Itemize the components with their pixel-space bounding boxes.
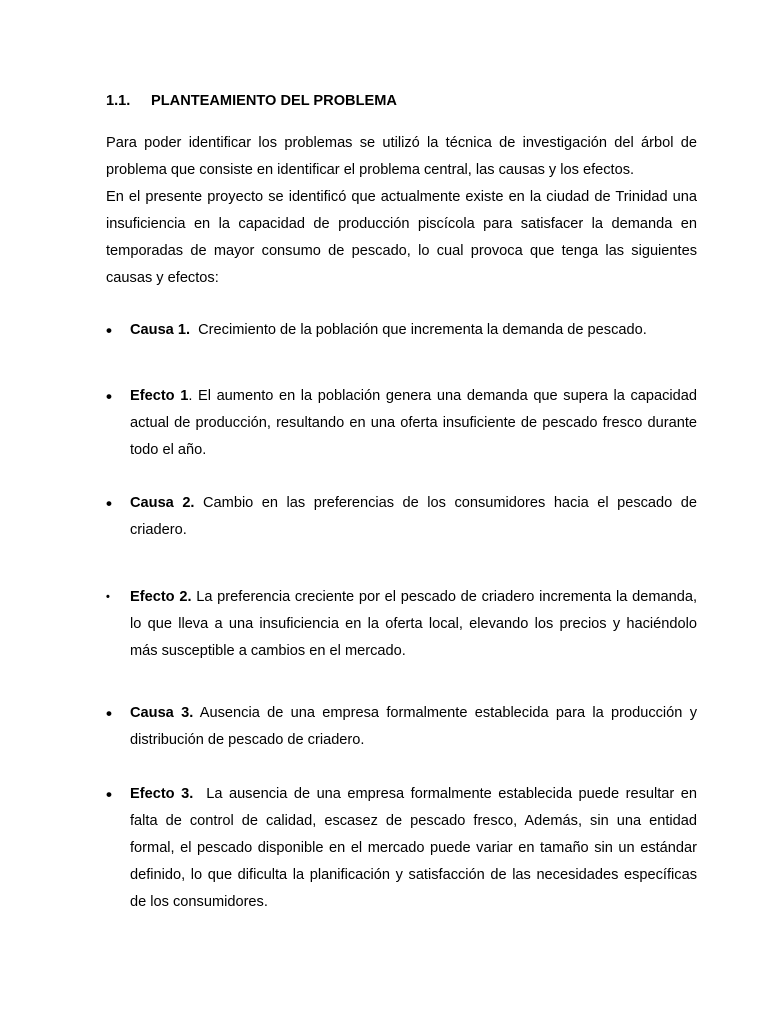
item-label: Causa 2. [130,495,195,511]
list-item-text [130,781,702,916]
item-body: La preferencia creciente por el pescado de criadero incrementa la demanda, lo que lleva a una insuficiencia en la oferta local, elevando los precios y haciéndolo más susceptible a cambios en el mercado. [130,589,697,659]
section-number: 1.1. [106,93,131,109]
list-item-efecto-3 [106,781,702,916]
list-item-text [130,490,697,544]
bullet-icon: • [106,494,112,513]
list-item-efecto-2 [106,584,697,665]
bullet-icon: • [106,321,112,340]
item-label: Causa 1. [130,322,191,338]
list-item-causa-1 [106,317,697,344]
item-body: . El aumento en la población genera una demanda que supera la capacidad actual de producción, resultando en una oferta insuficiente de pescado fresco durante todo el año. [130,388,697,458]
list-item-text [130,317,697,344]
item-body: Crecimiento de la población que incrementa la demanda de pescado. [190,322,647,338]
item-body: Ausencia de una empresa formalmente establecida para la producción y distribución de pescado de criadero. [130,705,697,748]
list-item-text [130,584,697,665]
list-item-causa-2 [106,490,697,544]
list-item-text [130,700,697,754]
intro-text [106,130,697,292]
item-label: Efecto 3. [130,786,194,802]
list-item-text [130,383,697,464]
item-body: La ausencia de una empresa formalmente establecida puede resultar en falta de control de calidad, escasez de pescado fresco, Además, sin una entidad formal, el pescado disponible en el mercado puede variar en tamaño sin un estándar definido, lo que dificulta la planificación y satisfacción de las necesidades específicas de los consumidores. [130,786,702,910]
list-item-causa-3 [106,700,697,754]
bullet-icon: • [106,704,112,723]
item-label: Efecto 1 [130,388,189,404]
item-label: Efecto 2. [130,589,192,605]
bullet-icon: • [106,591,110,603]
intro-paragraph-2: En el presente proyecto se identificó que actualmente existe en la ciudad de Trinidad una insuficiencia en la capacidad de producción piscícola para satisfacer la demanda en temporadas de mayor consumo de pescado, lo cual provoca que tenga las siguientes causas y efectos: [106,189,697,286]
item-body: Cambio en las preferencias de los consumidores hacia el pescado de criadero. [130,495,698,538]
item-label: Causa 3. [130,705,194,721]
bullet-icon: • [106,785,112,804]
intro-paragraph-1: Para poder identificar los problemas se utilizó la técnica de investigación del árbol de problema que consiste en identificar el problema central, las causas y los efectos. [106,135,697,178]
bullet-icon: • [106,387,112,406]
list-item-efecto-1 [106,383,697,464]
section-title: PLANTEAMIENTO DEL PROBLEMA [151,93,397,109]
section-heading [106,91,397,111]
